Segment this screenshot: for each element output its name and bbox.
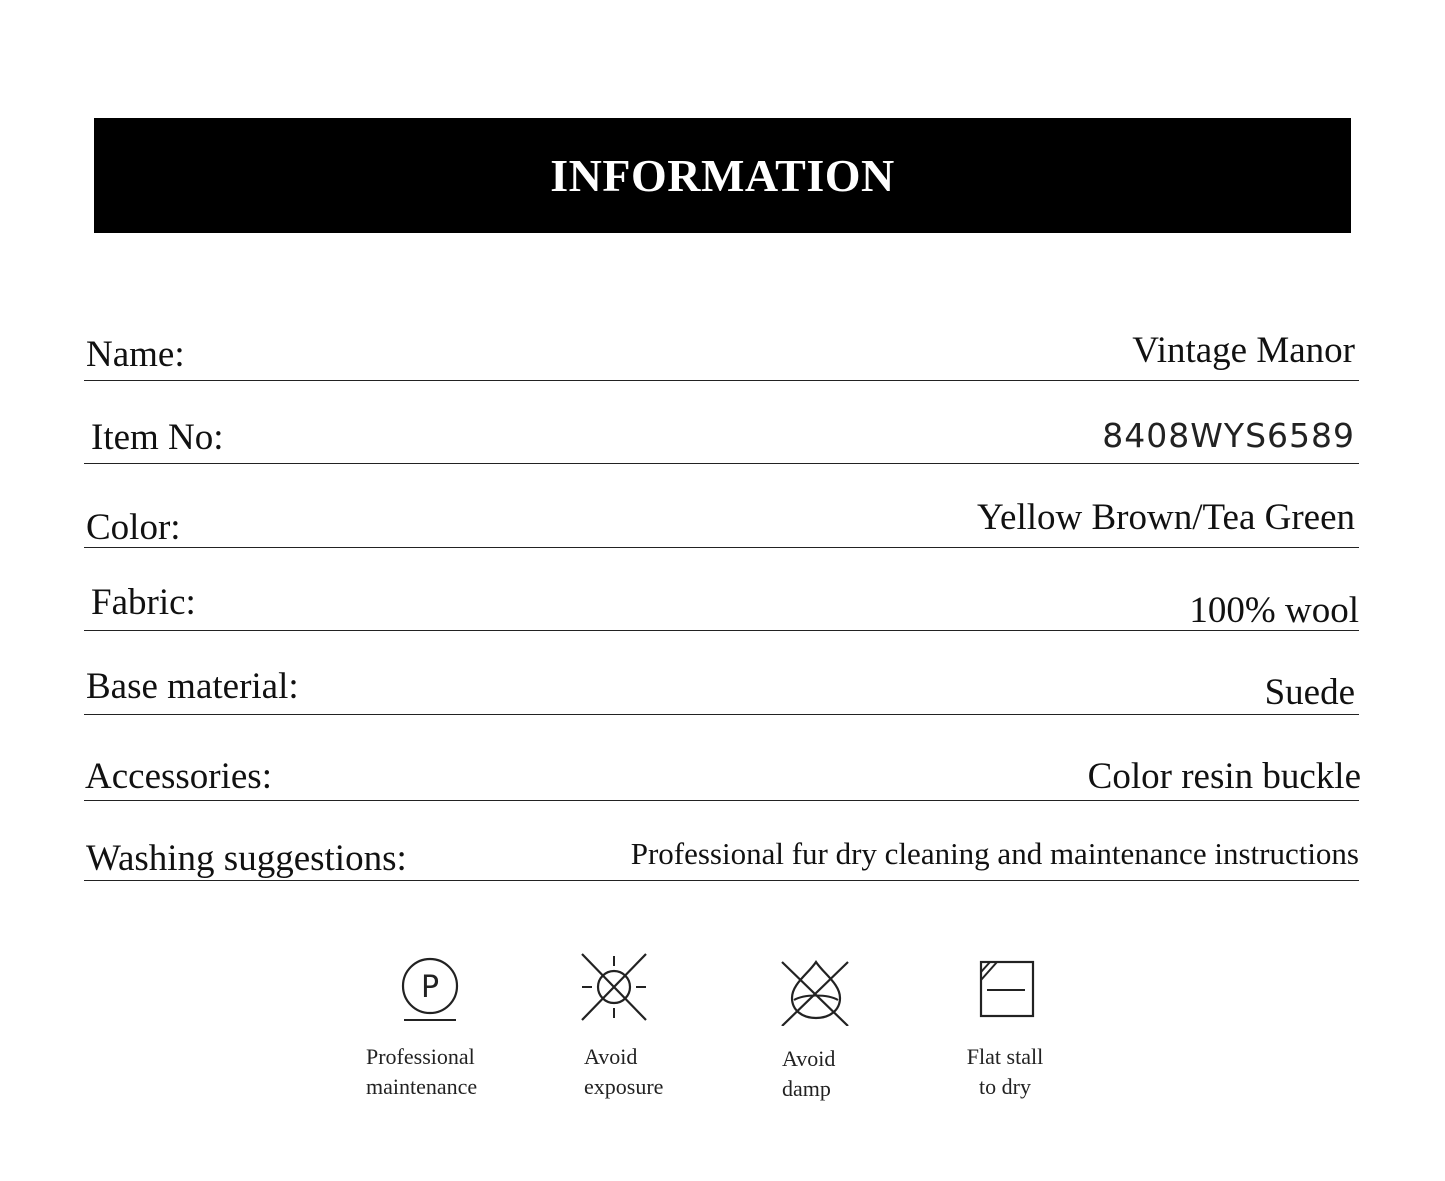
care-label-line2: maintenance xyxy=(366,1074,478,1099)
info-row-fabric xyxy=(84,570,1359,631)
info-row-washing xyxy=(84,820,1359,881)
row-label: Accessories: xyxy=(85,756,272,797)
care-label-line2: exposure xyxy=(584,1074,664,1099)
header-title: INFORMATION xyxy=(550,150,895,201)
care-label xyxy=(782,1044,835,1104)
row-label: Color: xyxy=(86,507,181,548)
care-label-line1: Avoid xyxy=(782,1046,836,1071)
row-value: Color resin buckle xyxy=(1087,756,1361,797)
row-value: Suede xyxy=(1264,672,1355,713)
row-value: 8408WYS6589 xyxy=(1102,416,1355,455)
row-label: Item No: xyxy=(91,417,224,458)
avoid-damp-icon xyxy=(780,950,860,1026)
row-value: Vintage Manor xyxy=(1132,330,1355,371)
dry-flat-icon xyxy=(977,950,1057,1026)
svg-text:P: P xyxy=(420,970,440,1005)
row-value: 100% wool xyxy=(1189,590,1359,631)
row-label: Fabric: xyxy=(91,582,196,623)
care-item-avoid-damp xyxy=(782,950,942,1110)
info-row-base-material xyxy=(84,654,1359,715)
info-row-name xyxy=(84,320,1359,381)
info-row-accessories xyxy=(84,740,1359,801)
info-row-item-no xyxy=(84,403,1359,464)
row-value: Yellow Brown/Tea Green xyxy=(977,497,1355,538)
row-label: Name: xyxy=(86,334,185,375)
row-value: Professional fur dry cleaning and maintenance instructions xyxy=(630,836,1359,871)
professional-cleaning-p-icon xyxy=(396,950,476,1026)
avoid-sun-exposure-icon xyxy=(580,950,660,1026)
care-item-professional-maintenance xyxy=(366,950,526,1110)
info-row-color xyxy=(84,487,1359,548)
header-bar xyxy=(94,118,1351,233)
row-label: Washing suggestions: xyxy=(86,838,407,879)
care-label-line2: to dry xyxy=(979,1074,1031,1099)
care-label xyxy=(584,1042,663,1102)
care-label-line1: Flat stall xyxy=(966,1044,1044,1069)
care-item-flat-dry xyxy=(961,950,1121,1110)
care-label-line1: Professional xyxy=(366,1044,475,1069)
care-label-line2: damp xyxy=(782,1076,831,1101)
care-label-line1: Avoid xyxy=(584,1044,638,1069)
care-label xyxy=(961,1042,1049,1102)
care-label xyxy=(366,1042,477,1102)
care-item-avoid-exposure xyxy=(584,950,744,1110)
row-label: Base material: xyxy=(86,666,299,707)
